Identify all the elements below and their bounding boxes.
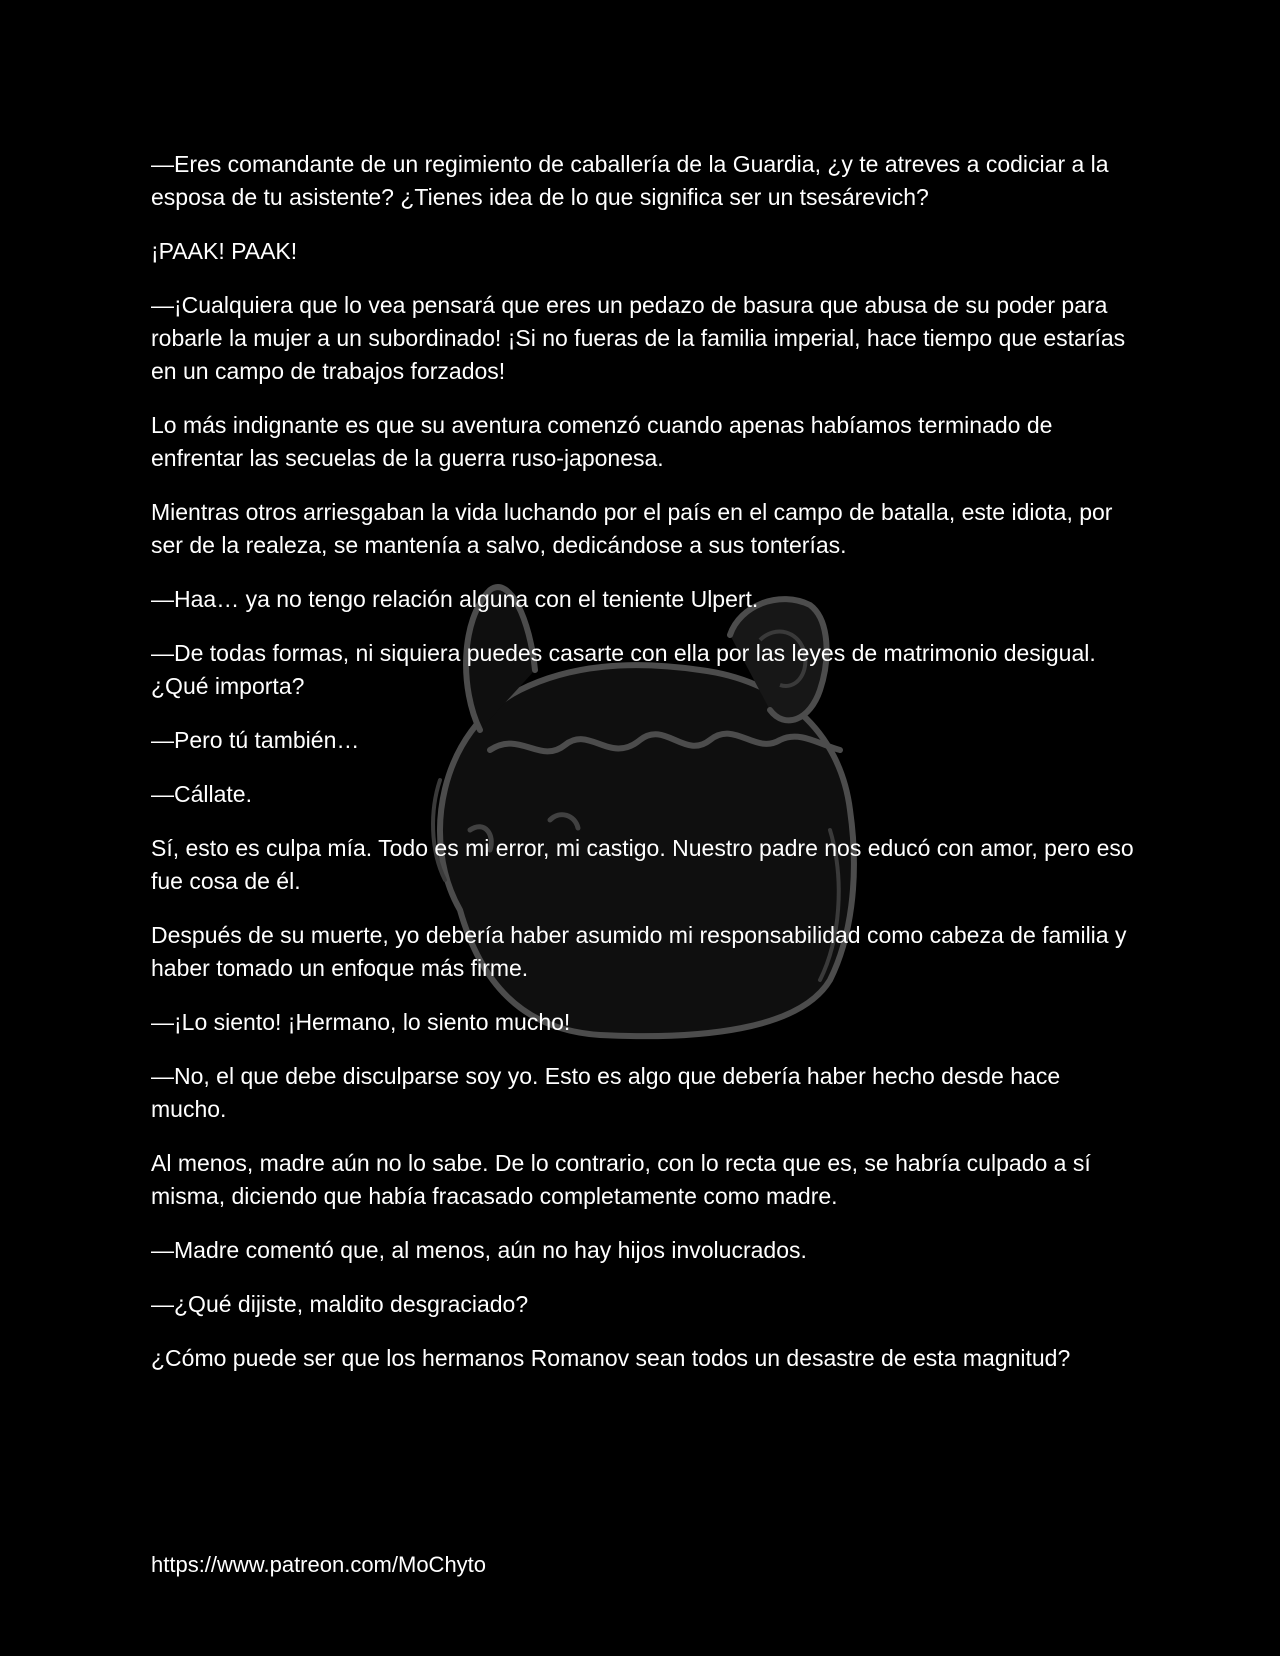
paragraph: Lo más indignante es que su aventura comenzó cuando apenas habíamos terminado de enfrentar las secuelas de la guerra ruso-japonesa. xyxy=(151,412,1053,471)
paragraph: —Pero tú también… xyxy=(151,727,360,753)
paragraph: —Haa… ya no tengo relación alguna con el teniente Ulpert. xyxy=(151,586,759,612)
paragraph: —Madre comentó que, al menos, aún no hay hijos involucrados. xyxy=(151,1237,807,1263)
paragraph: Después de su muerte, yo debería haber asumido mi responsabilidad como cabeza de familia y haber tomado un enfoque más firme. xyxy=(151,922,1127,981)
paragraph: —¡Cualquiera que lo vea pensará que eres un pedazo de basura que abusa de su poder para robarle la mujer a un subordinado! ¡Si no fueras de la familia imperial, hace tiempo que estarías en un campo de trabajos forzados! xyxy=(151,292,1126,384)
paragraph: Mientras otros arriesgaban la vida luchando por el país en el campo de batalla, este idiota, por ser de la realeza, se mantenía a salvo, dedicándose a sus tonterías. xyxy=(151,499,1113,558)
paragraph: —De todas formas, ni siquiera puedes casarte con ella por las leyes de matrimonio desigual. ¿Qué importa? xyxy=(151,640,1096,699)
paragraph: —¿Qué dijiste, maldito desgraciado? xyxy=(151,1291,529,1317)
paragraph: —Eres comandante de un regimiento de caballería de la Guardia, ¿y te atreves a codiciar a la esposa de tu asistente? ¿Tienes idea de lo que significa ser un tsesárevich? xyxy=(151,151,1109,210)
paragraph: ¡PAAK! PAAK! xyxy=(151,238,298,264)
paragraph: —Cállate. xyxy=(151,781,252,807)
paragraph: ¿Cómo puede ser que los hermanos Romanov sean todos un desastre de esta magnitud? xyxy=(151,1345,1071,1371)
patreon-link[interactable]: https://www.patreon.com/MoChyto xyxy=(151,1552,487,1577)
paragraph: Sí, esto es culpa mía. Todo es mi error, mi castigo. Nuestro padre nos educó con amor, pero eso fue cosa de él. xyxy=(151,835,1134,894)
paragraph: Al menos, madre aún no lo sabe. De lo contrario, con lo recta que es, se habría culpado a sí misma, diciendo que había fracasado completamente como madre. xyxy=(151,1150,1091,1209)
paragraph: —¡Lo siento! ¡Hermano, lo siento mucho! xyxy=(151,1009,571,1035)
paragraph: —No, el que debe disculparse soy yo. Esto es algo que debería haber hecho desde hace mucho. xyxy=(151,1063,1061,1122)
document-body xyxy=(151,148,1141,1396)
